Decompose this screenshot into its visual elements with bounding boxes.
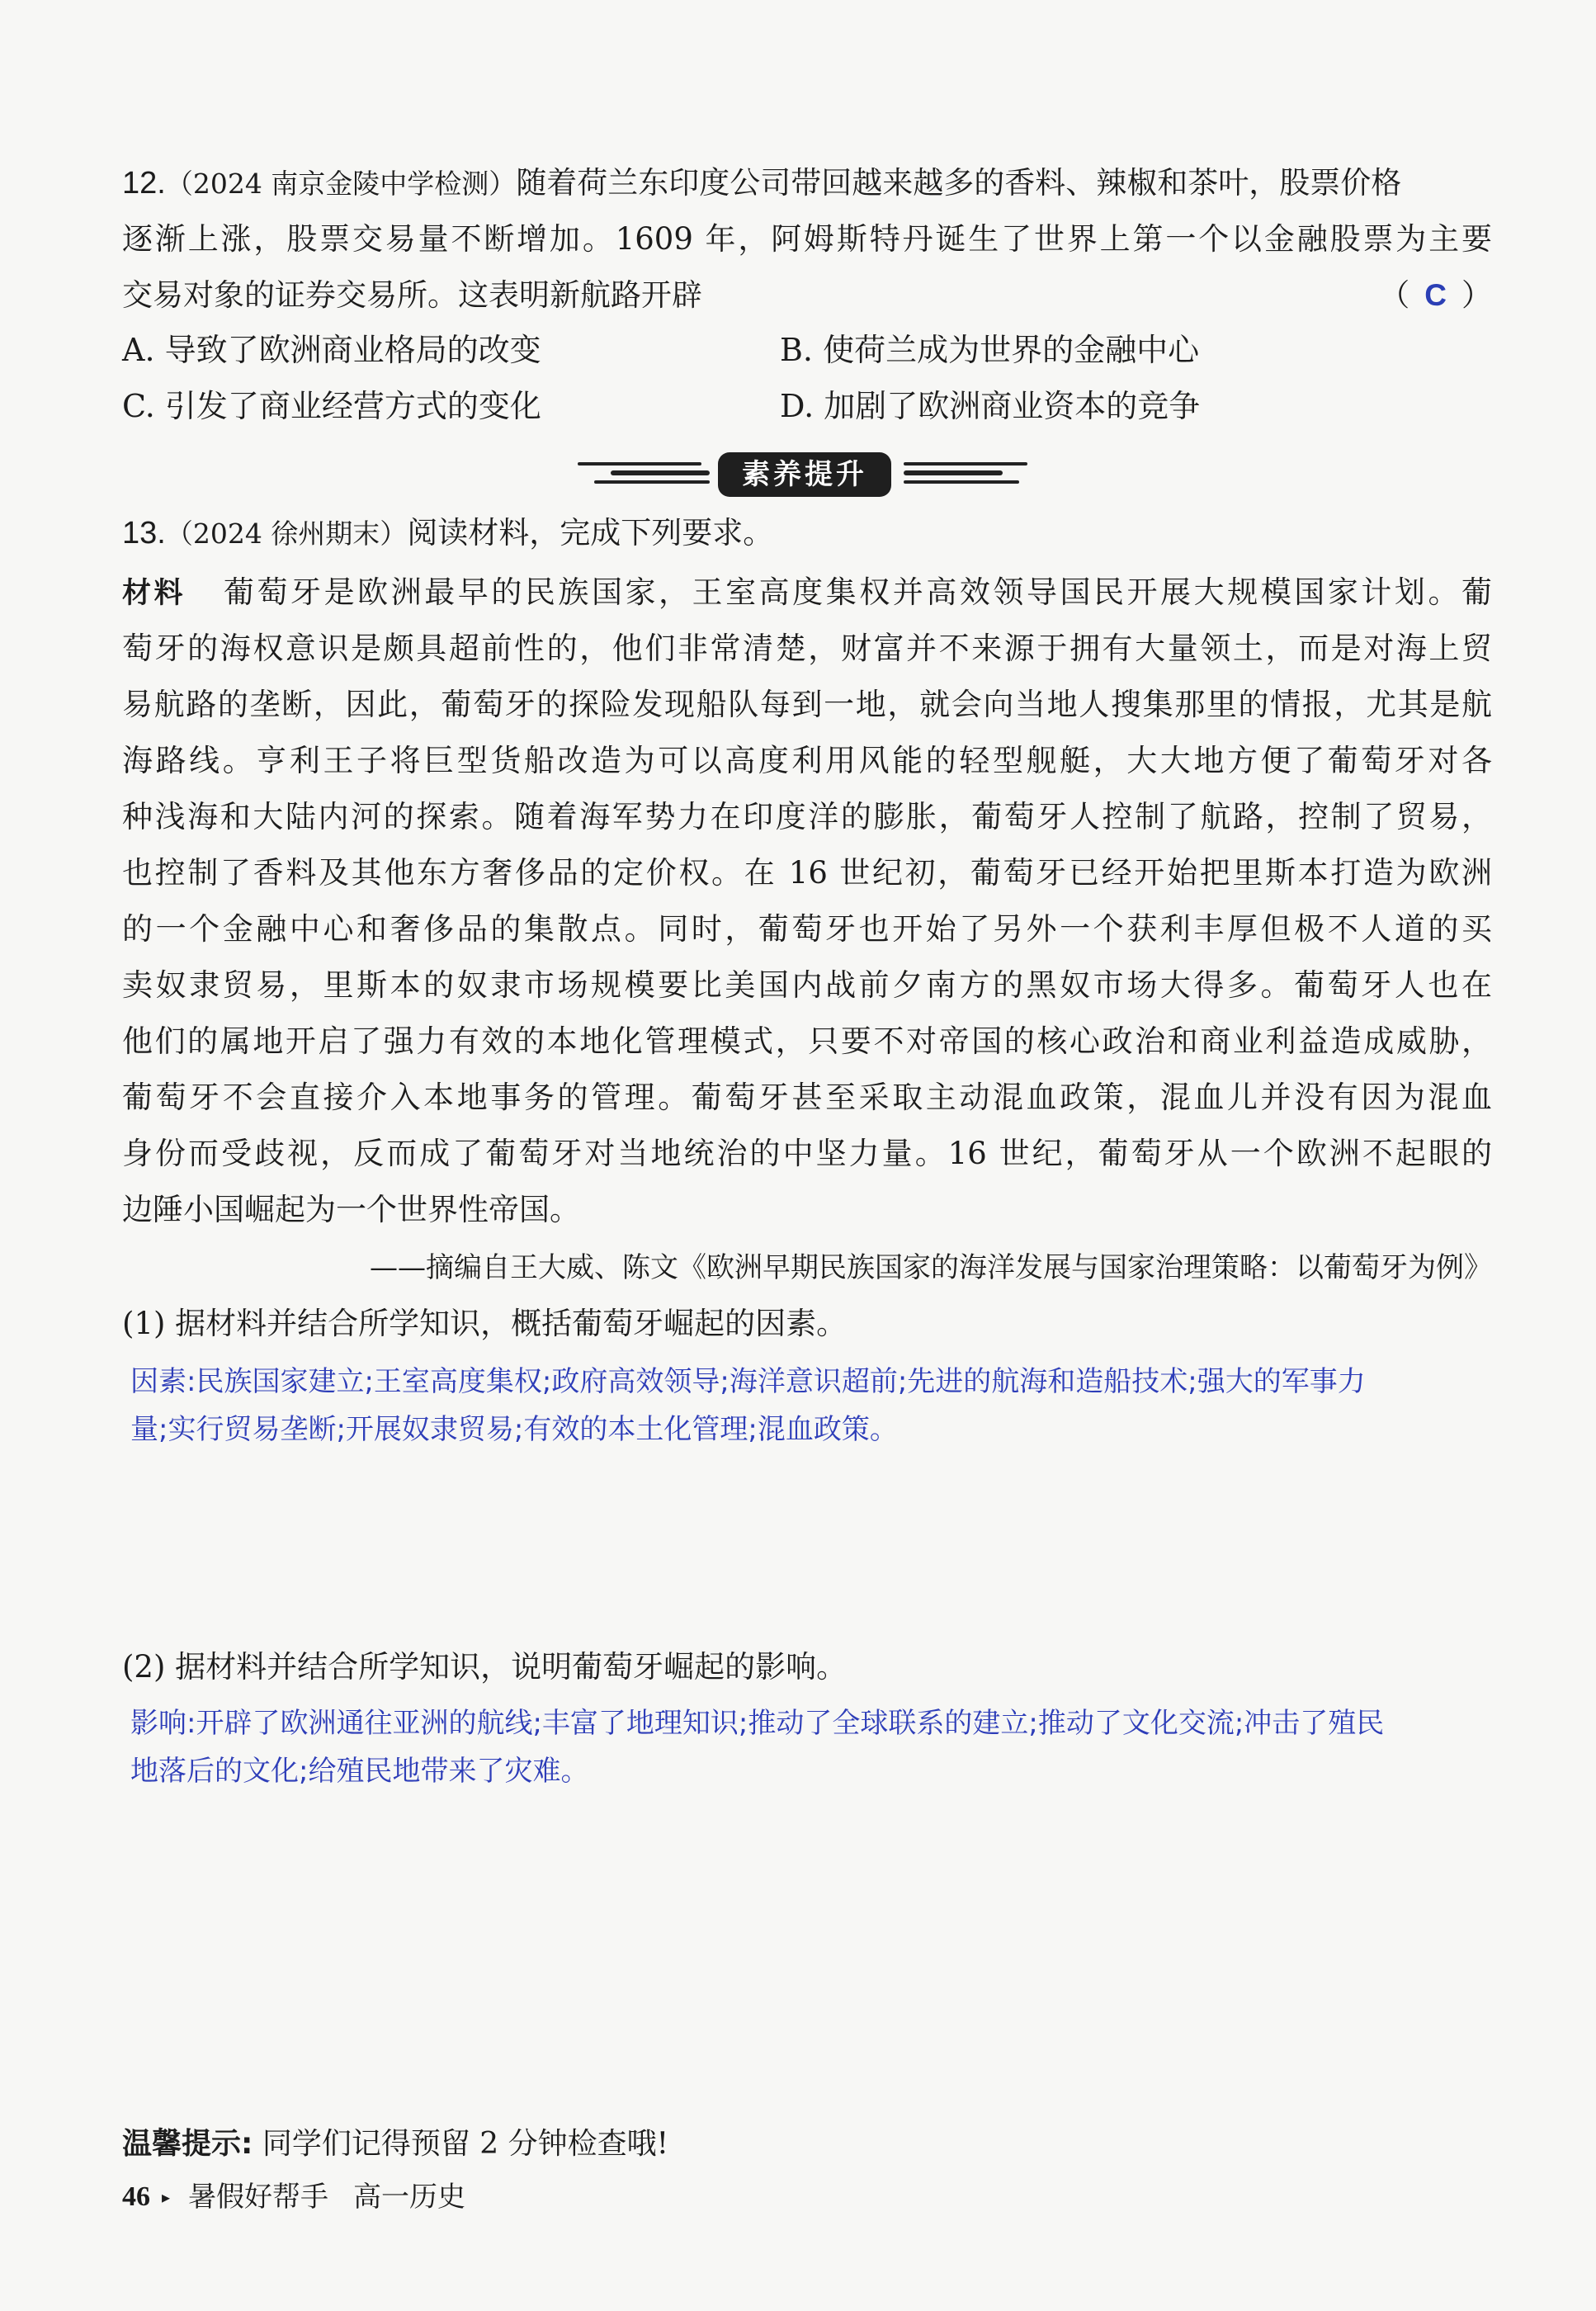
banner-rule-right — [904, 470, 1003, 475]
material-line: 葡萄牙不会直接介入本地事务的管理。葡萄牙甚至采取主动混血政策，混血儿并没有因为混血 — [122, 1080, 1492, 1115]
material-text: 葡萄牙是欧洲最早的民族国家，王室高度集权并高效领导国民开展大规模国家计划。葡 — [224, 574, 1492, 610]
banner-rule-right — [904, 462, 1027, 466]
q12-option-a — [122, 330, 541, 370]
material-line: 的一个金融中心和奢侈品的集散点。同时，葡萄牙也开始了另外一个获利丰厚但极不人道的买 — [122, 911, 1492, 947]
banner-rule-left — [594, 480, 710, 484]
material-line — [122, 573, 1492, 613]
q13-prompt: 阅读材料，完成下列要求。 — [407, 515, 774, 551]
material-line: 萄牙的海权意识是颇具超前性的，他们非常清楚，财富并不来源于拥有大量领土，而是对海上贸 — [122, 631, 1492, 666]
q12-stem-1: 随着荷兰东印度公司带回越来越多的香料、辣椒和茶叶，股票价格 — [516, 165, 1402, 201]
q12-option-d — [780, 386, 1200, 426]
q13-source: （2024 徐州期末） — [165, 517, 408, 550]
reminder-tip — [122, 2124, 668, 2164]
tip-label: 温馨提示: — [122, 2127, 253, 2161]
option-key: B. — [780, 332, 814, 368]
page-footer — [122, 2177, 465, 2217]
q12-line-2: 逐渐上涨，股票交易量不断增加。1609 年，阿姆斯特丹诞生了世界上第一个以金融股票为主要 — [122, 221, 1492, 257]
option-key: C. — [122, 388, 155, 424]
material-line: 身份而受歧视，反而成了葡萄牙对当地统治的中坚力量。16 世纪，葡萄牙从一个欧洲不起眼的 — [122, 1136, 1492, 1171]
arrow-icon: ▸ — [162, 2187, 171, 2207]
banner-rule-left — [611, 470, 710, 475]
q12-option-b — [780, 330, 1199, 370]
q12-line-3: 交易对象的证券交易所。这表明新航路开辟 — [122, 277, 702, 313]
paren-close: ） — [1461, 277, 1492, 313]
material-citation: ——摘编自王大威、陈文《欧洲早期民族国家的海洋发展与国家治理策略：以葡萄牙为例》 — [370, 1251, 1492, 1284]
book-title: 暑假好帮手 — [188, 2181, 329, 2214]
section-title: 素养提升 — [718, 452, 891, 497]
material-line: 边陲小国崛起为一个世界性帝国。 — [122, 1192, 580, 1227]
q13-sub2-question: (2) 据材料并结合所学知识，说明葡萄牙崛起的影响。 — [122, 1649, 848, 1685]
option-key: D. — [780, 388, 815, 424]
q13-number: 13. — [122, 516, 166, 551]
material-line: 卖奴隶贸易，里斯本的奴隶市场规模要比美国内战前夕南方的黑奴市场大得多。葡萄牙人也在 — [122, 967, 1492, 1003]
q12-source: （2024 南京金陵中学检测） — [165, 168, 517, 200]
q13-sub1-answer-line: 量;实行贸易垄断;开展奴隶贸易;有效的本土化管理;混血政策。 — [130, 1413, 898, 1446]
paren-open: （ — [1379, 277, 1410, 313]
material-line: 海路线。亨利王子将巨型货船改造为可以高度利用风能的轻型舰艇，大大地方便了葡萄牙对各 — [122, 743, 1492, 778]
q13-line-1 — [122, 513, 1492, 554]
q13-sub1-question: (1) 据材料并结合所学知识，概括葡萄牙崛起的因素。 — [122, 1306, 848, 1341]
material-line: 他们的属地开启了强力有效的本地化管理模式，只要不对帝国的核心政治和商业利益造成威胁， — [122, 1023, 1492, 1059]
q13-sub2-answer-line: 地落后的文化;给殖民地带来了灾难。 — [130, 1755, 589, 1788]
option-text: 引发了商业经营方式的变化 — [164, 388, 541, 424]
q12-answer: C — [1424, 278, 1447, 312]
banner-rule-right — [904, 480, 1019, 484]
material-line: 也控制了香料及其他东方奢侈品的定价权。在 16 世纪初，葡萄牙已经开始把里斯本打造为欧洲 — [122, 855, 1492, 891]
banner-rule-left — [578, 462, 701, 466]
option-key: A. — [122, 332, 155, 368]
page-number: 46 — [122, 2181, 150, 2212]
q12-answer-bracket — [1379, 276, 1492, 315]
q13-sub1-answer-line: 因素:民族国家建立;王室高度集权;政府高效领导;海洋意识超前;先进的航海和造船技术;强大的军事力 — [130, 1365, 1366, 1398]
material-line: 种浅海和大陆内河的探索。随着海军势力在印度洋的膨胀，葡萄牙人控制了航路，控制了贸易， — [122, 799, 1492, 834]
q13-sub2-answer-line: 影响:开辟了欧洲通往亚洲的航线;丰富了地理知识;推动了全球联系的建立;推动了文化交流;冲击了殖民 — [130, 1707, 1385, 1740]
q12-line-1 — [122, 163, 1492, 204]
option-text: 导致了欧洲商业格局的改变 — [164, 332, 541, 368]
option-text: 使荷兰成为世界的金融中心 — [823, 332, 1200, 368]
option-text: 加剧了欧洲商业资本的竞争 — [824, 388, 1201, 424]
q12-option-c — [122, 386, 541, 426]
tip-text: 同学们记得预留 2 分钟检查哦! — [262, 2127, 669, 2161]
subject-title: 高一历史 — [353, 2181, 466, 2214]
q12-number: 12. — [122, 166, 166, 201]
material-label: 材料 — [122, 577, 187, 610]
section-banner — [578, 451, 1032, 500]
material-line: 易航路的垄断，因此，葡萄牙的探险发现船队每到一地，就会向当地人搜集那里的情报，尤其是航 — [122, 687, 1492, 722]
